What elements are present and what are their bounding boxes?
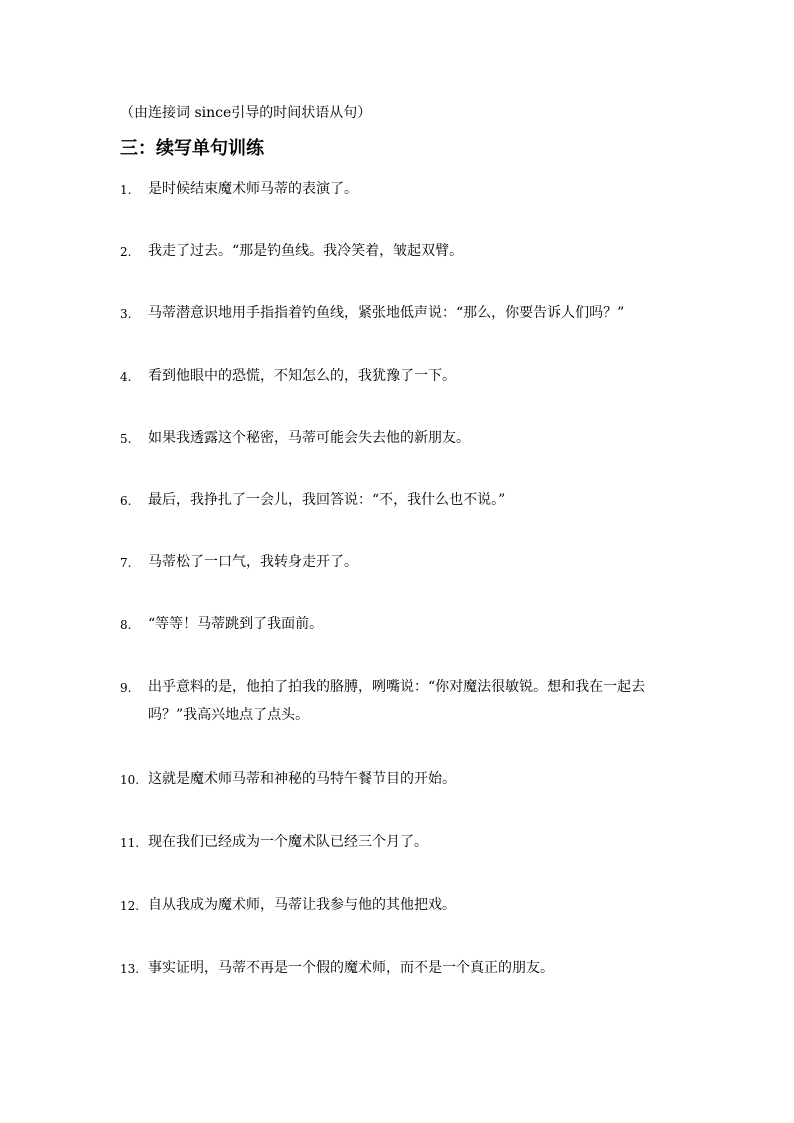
item-number: 13.	[120, 962, 140, 976]
item-number: 8.	[120, 618, 132, 632]
item-text: 我走了过去。“那是钓鱼线。我冷笑着，皱起双臂。	[148, 243, 464, 259]
item-text: 现在我们已经成为一个魔术队已经三个月了。	[148, 834, 428, 850]
item-text: 这就是魔术师马蒂和神秘的马特午餐节目的开始。	[148, 771, 456, 787]
item-number: 10.	[120, 773, 140, 787]
item-number: 4.	[120, 370, 132, 384]
list-item	[120, 832, 680, 856]
item-text: 如果我透露这个秘密，马蒂可能会失去他的新朋友。	[148, 430, 470, 446]
list-item	[120, 895, 680, 919]
item-text: 看到他眼中的恐慌，不知怎么的，我犹豫了一下。	[148, 368, 456, 384]
list-item	[120, 958, 680, 982]
list-item	[120, 428, 680, 452]
item-number: 5.	[120, 432, 132, 446]
list-item	[120, 677, 680, 729]
item-number: 9.	[120, 681, 132, 695]
list-item	[120, 614, 680, 638]
item-text: 马蒂潜意识地用手指指着钓鱼线，紧张地低声说：“那么，你要告诉人们吗？”	[148, 305, 625, 321]
section-heading: 三：续写单句训练	[120, 138, 264, 159]
list-item	[120, 769, 680, 793]
item-number: 7.	[120, 556, 132, 570]
item-number: 6.	[120, 494, 132, 508]
intro-note: （由连接词 since引导的时间状语从句）	[120, 105, 372, 121]
item-number: 2.	[120, 245, 132, 259]
list-item	[120, 366, 680, 390]
item-text: 自从我成为魔术师，马蒂让我参与他的其他把戏。	[148, 897, 456, 913]
list-item	[120, 179, 680, 203]
item-text: 事实证明，马蒂不再是一个假的魔术师，而不是一个真正的朋友。	[148, 960, 554, 976]
item-text: 是时候结束魔术师马蒂的表演了。	[148, 181, 358, 197]
item-text: 出乎意料的是，他拍了拍我的胳膊，咧嘴说：“你对魔法很敏锐。想和我在一起去吗？”我高兴地点了点头。	[148, 679, 646, 723]
item-text: “等等！马蒂跳到了我面前。	[148, 616, 324, 632]
list-item	[120, 241, 680, 265]
item-number: 3.	[120, 307, 132, 321]
list-item	[120, 303, 680, 327]
item-number: 11.	[120, 836, 140, 850]
item-number: 12.	[120, 899, 140, 913]
item-text: 马蒂松了一口气，我转身走开了。	[148, 554, 358, 570]
list-item	[120, 552, 680, 576]
item-text: 最后，我挣扎了一会儿，我回答说：“不，我什么也不说。”	[148, 492, 506, 508]
item-number: 1.	[120, 183, 132, 197]
list-item	[120, 490, 680, 514]
